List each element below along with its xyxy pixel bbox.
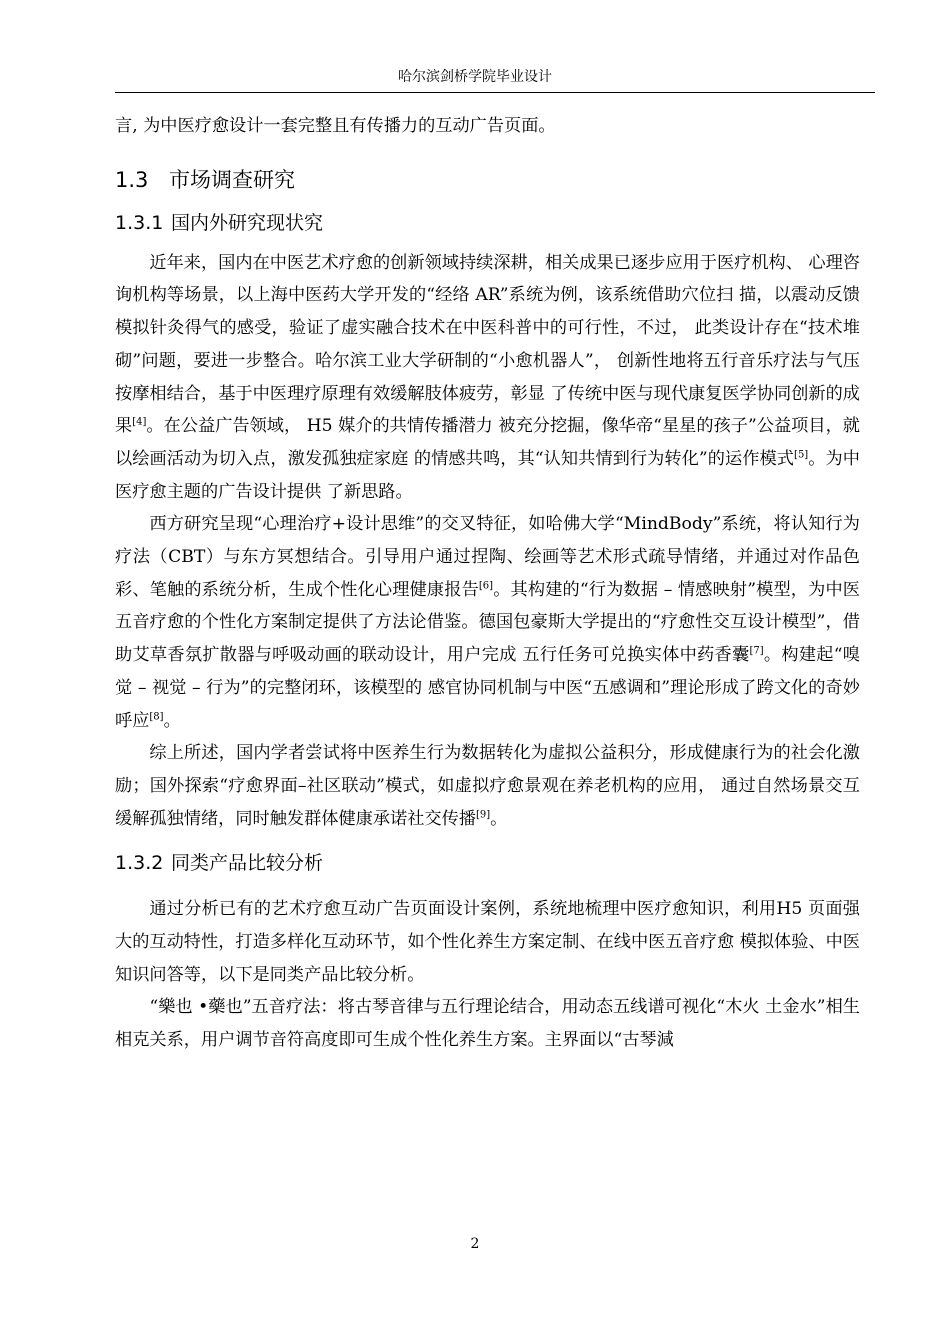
paragraph-domestic-research	[115, 247, 860, 509]
citation-4: [4]	[132, 416, 147, 428]
section-number: 1.3	[115, 167, 149, 192]
citation-6: [6]	[478, 580, 494, 591]
section-heading-1-3	[115, 163, 860, 197]
section-title: 市场调查研究	[169, 167, 295, 192]
text-run: 。	[490, 808, 508, 829]
paragraph-summary	[115, 737, 860, 835]
text-run: 。为中医疗愈主题的广告设计提供 了新思路。	[115, 448, 860, 502]
citation-9: [9]	[475, 808, 491, 820]
text-run: 综上所述，国内学者尝试将中医养生行为数据转化为虚拟公益积分，形成健康行为的社会化激励；国外探索“疗愈界面–社区联动”模式，如虚拟疗愈景观在养老机构的应用， 通过自然场景交互缓解孤独情绪，同时触发群体健康承诺社交传播	[115, 743, 860, 829]
paragraph-product-example: “樂也 •藥也”五音疗法：将古琴音律与五行理论结合，用动态五线谱可视化“木火 土金水”相生相克关系，用户调节音符高度即可生成个性化养生方案。主界面以“古琴減	[115, 997, 860, 1051]
subsection-number: 1.3.1	[115, 211, 164, 234]
paragraph-western-research	[115, 508, 860, 737]
text-run: 西方研究呈现“心理治疗+设计思维”的交叉特征，如哈佛大学“MindBody”系统，将认知行为疗法（CBT）与东方冥想结合。引导用户通过捏陶、绘画等艺术形式疏导情绪，并通过对作品色彩、笔触的系统分析，生成个性化心理健康报告	[115, 514, 860, 600]
page-body	[115, 110, 860, 1057]
subsection-number: 1.3.2	[115, 852, 164, 875]
header-divider	[115, 92, 875, 93]
subsection-heading-1-3-1	[115, 205, 860, 241]
page-number: 2	[470, 1236, 480, 1252]
text-run: 近年来，国内在中医艺术疗愈的创新领域持续深耕，相关成果已逐步应用于医疗机构、 心理咨询机构等场景，以上海中医药大学开发的“经络 AR”系统为例，该系统借助穴位扫 描，以震动反馈模拟针灸得气的感受，验证了虚实融合技术在中医科普中的可行性，不过， 此类设计存在“技术堆砌”问题，要进一步整合。哈尔滨工业大学研制的“小愈机器人”， 创新性地将五行音乐疗法与气压按摩相结合，基于中医理疗原理有效缓解肢体疲劳，彰显 了传统中医与现代康复医学协同创新的成果	[115, 252, 860, 437]
citation-8: [8]	[149, 710, 164, 722]
running-header: 哈尔滨剑桥学院毕业设计	[398, 69, 552, 85]
text-run: 。	[163, 710, 181, 731]
text-run: 。其构建的“行为数据 – 情感映射”模型，为中医五音疗愈的个性化方案制定提供了方法论借鉴。德国包豪斯大学提出的“疗愈性交互设计模型”，借助艾草香氛扩散器与呼吸动画的联动设计，用户完成 五行任务可兑换实体中药香囊	[115, 579, 860, 666]
subsection-title: 国内外研究现状究	[171, 211, 324, 234]
text-run: 。在公益广告领域， H5 媒介的共情传播潜力 被充分挖掘，像华帝“星星的孩子”公益项目，就以绘画活动为切入点，激发孤独症家庭 的情感共鸣，其“认知共情到行为转化”的运作模式	[115, 416, 860, 469]
citation-5: [5]	[794, 449, 809, 461]
intro-paragraph: 言, 为中医疗愈设计一套完整且有传播力的互动广告页面。	[115, 116, 556, 136]
subsection-title: 同类产品比较分析	[171, 852, 324, 875]
subsection-heading-1-3-2	[115, 845, 860, 881]
paragraph-product-analysis: 通过分析已有的艺术疗愈互动广告页面设计案例，系统地梳理中医疗愈知识，利用H5 页面强大的互动特性，打造多样化互动环节，如个性化养生方案定制、在线中医五音疗愈 模拟体验、中医知识问答等，以下是同类产品比较分析。	[115, 899, 860, 985]
citation-7: [7]	[749, 645, 764, 657]
text-run: 。构建起“嗅觉 – 视觉 – 行为”的完整闭环，该模型的 感官协同机制与中医“五感调和”理论形成了跨文化的奇妙呼应	[115, 645, 860, 731]
